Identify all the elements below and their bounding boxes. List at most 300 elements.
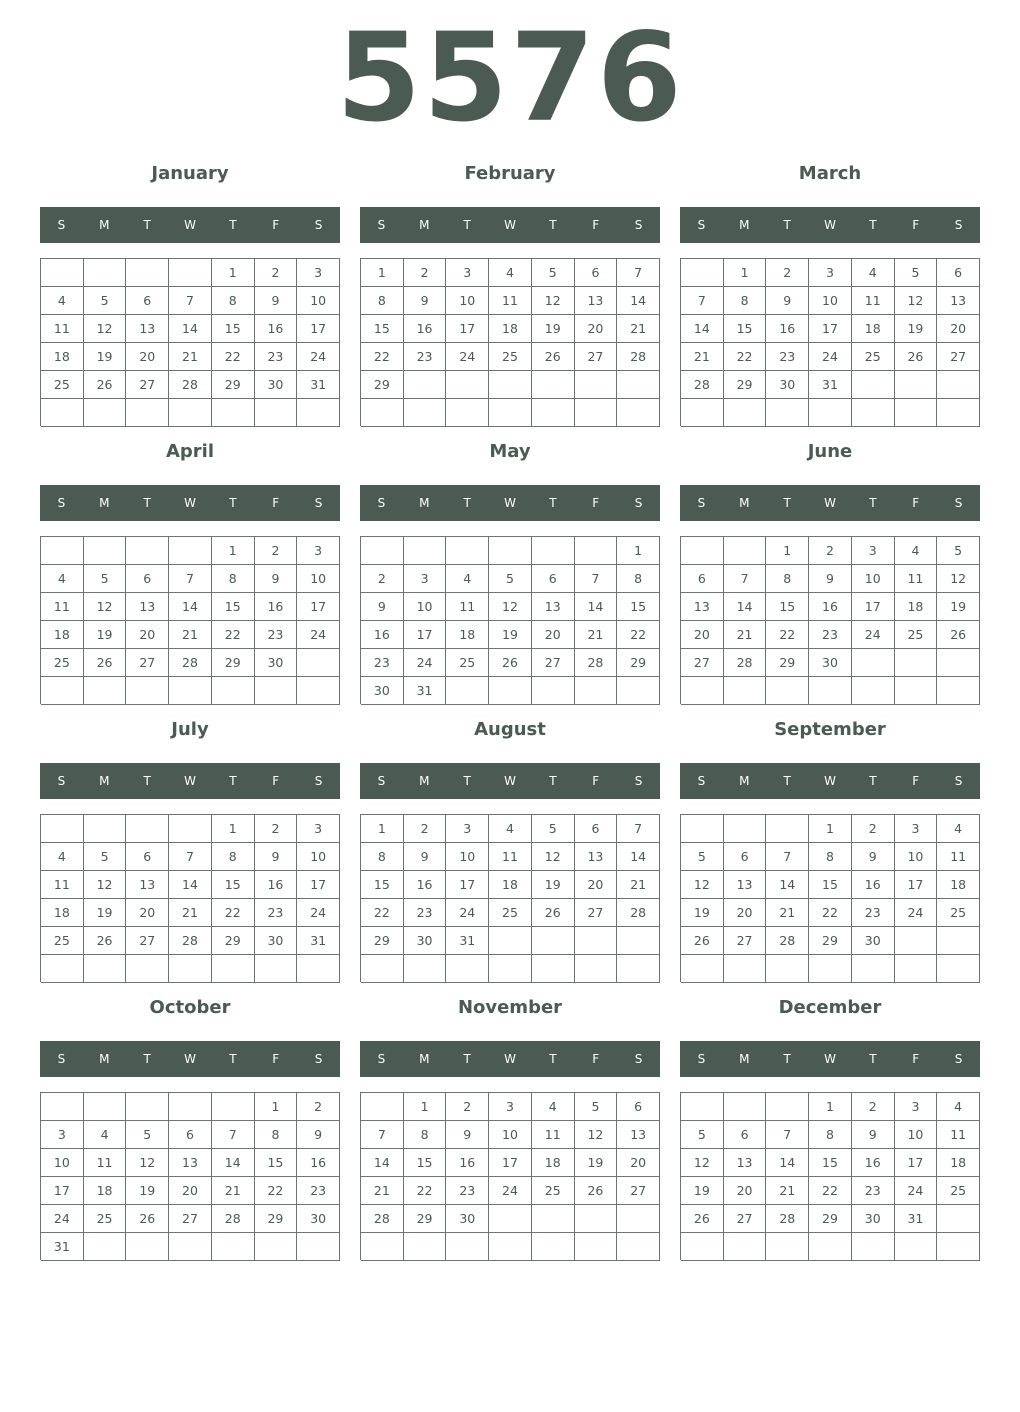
weekday-label: S [954, 218, 963, 232]
weekday-label: T [869, 1052, 877, 1066]
day-cell: 7 [212, 1121, 255, 1149]
day-cell: 15 [212, 315, 255, 343]
day-cell [212, 677, 255, 705]
day-grid [680, 258, 980, 426]
day-grid [360, 1092, 660, 1260]
day-cell: 14 [169, 871, 212, 899]
day-cell: 14 [766, 1149, 809, 1177]
weekday-label: M [739, 496, 750, 510]
day-cell [575, 399, 618, 427]
weekday-label: F [272, 774, 280, 788]
weekday-label: S [377, 496, 386, 510]
day-cell: 3 [297, 815, 340, 843]
day-cell: 21 [681, 343, 724, 371]
day-cell [489, 399, 532, 427]
day-cell: 22 [361, 343, 404, 371]
weekday-label: M [739, 774, 750, 788]
day-cell: 4 [446, 565, 489, 593]
weekday-label: M [419, 1052, 430, 1066]
day-cell: 2 [361, 565, 404, 593]
day-cell [84, 537, 127, 565]
day-cell: 13 [937, 287, 980, 315]
day-cell [41, 537, 84, 565]
weekday-label: S [377, 1052, 386, 1066]
day-cell [126, 399, 169, 427]
weekday-header [40, 1041, 340, 1077]
day-cell: 7 [617, 815, 660, 843]
day-cell [809, 1233, 852, 1261]
day-cell: 5 [681, 843, 724, 871]
weekday-header [40, 763, 340, 799]
day-cell [937, 927, 980, 955]
day-cell: 10 [404, 593, 447, 621]
day-cell [681, 955, 724, 983]
day-cell [575, 677, 618, 705]
day-cell [169, 815, 212, 843]
day-cell: 16 [809, 593, 852, 621]
weekday-label: S [57, 774, 66, 788]
day-cell [41, 399, 84, 427]
weekday-label: T [463, 218, 471, 232]
weekday-label: S [314, 496, 323, 510]
day-cell: 11 [895, 565, 938, 593]
weekday-label: M [99, 218, 110, 232]
day-cell: 8 [255, 1121, 298, 1149]
day-cell: 6 [126, 565, 169, 593]
weekday-label: M [99, 496, 110, 510]
day-cell: 27 [937, 343, 980, 371]
weekday-label: S [377, 218, 386, 232]
day-cell: 30 [361, 677, 404, 705]
day-cell: 1 [404, 1093, 447, 1121]
day-cell: 1 [617, 537, 660, 565]
day-cell: 12 [575, 1121, 618, 1149]
month-title: August [474, 719, 546, 740]
day-cell: 10 [297, 287, 340, 315]
day-cell: 8 [212, 843, 255, 871]
day-cell: 12 [489, 593, 532, 621]
day-cell: 2 [852, 815, 895, 843]
day-cell: 24 [489, 1177, 532, 1205]
day-cell: 28 [361, 1205, 404, 1233]
day-cell [532, 399, 575, 427]
day-cell: 22 [212, 343, 255, 371]
day-cell [724, 1233, 767, 1261]
day-cell: 15 [809, 1149, 852, 1177]
day-cell [169, 1233, 212, 1261]
day-cell: 2 [766, 259, 809, 287]
day-cell [446, 955, 489, 983]
day-cell: 16 [255, 871, 298, 899]
day-cell [809, 955, 852, 983]
day-cell [766, 815, 809, 843]
day-cell: 26 [681, 1205, 724, 1233]
weekday-label: F [592, 218, 600, 232]
weekday-label: W [184, 496, 196, 510]
day-cell [937, 371, 980, 399]
day-cell [895, 927, 938, 955]
day-cell [404, 371, 447, 399]
day-cell: 31 [41, 1233, 84, 1261]
day-cell: 14 [724, 593, 767, 621]
day-cell [489, 371, 532, 399]
weekday-label: S [697, 774, 706, 788]
weekday-label: T [549, 218, 557, 232]
weekday-label: S [954, 496, 963, 510]
day-cell: 1 [361, 815, 404, 843]
day-cell: 24 [895, 899, 938, 927]
day-cell: 10 [895, 843, 938, 871]
day-cell [212, 955, 255, 983]
day-cell: 25 [489, 899, 532, 927]
day-cell [126, 815, 169, 843]
day-cell: 26 [681, 927, 724, 955]
day-cell: 27 [532, 649, 575, 677]
day-cell [255, 1233, 298, 1261]
day-cell: 25 [84, 1205, 127, 1233]
day-cell: 12 [126, 1149, 169, 1177]
day-cell: 24 [446, 899, 489, 927]
day-cell [766, 1233, 809, 1261]
day-cell [724, 1093, 767, 1121]
day-cell: 11 [446, 593, 489, 621]
weekday-label: W [504, 496, 516, 510]
day-cell [681, 1233, 724, 1261]
day-cell: 11 [937, 843, 980, 871]
day-cell: 15 [212, 593, 255, 621]
day-cell: 31 [404, 677, 447, 705]
day-cell: 10 [489, 1121, 532, 1149]
weekday-label: F [592, 774, 600, 788]
day-cell: 4 [489, 815, 532, 843]
day-cell: 20 [532, 621, 575, 649]
day-cell: 9 [766, 287, 809, 315]
day-cell: 7 [766, 843, 809, 871]
weekday-label: T [869, 218, 877, 232]
day-cell: 22 [766, 621, 809, 649]
day-cell: 5 [575, 1093, 618, 1121]
day-cell: 30 [446, 1205, 489, 1233]
day-cell: 1 [212, 537, 255, 565]
day-cell: 10 [297, 565, 340, 593]
day-cell [169, 1093, 212, 1121]
weekday-label: S [57, 1052, 66, 1066]
day-cell [617, 371, 660, 399]
day-cell: 29 [404, 1205, 447, 1233]
day-cell: 16 [297, 1149, 340, 1177]
day-cell: 6 [681, 565, 724, 593]
day-cell [617, 677, 660, 705]
day-cell [212, 1093, 255, 1121]
weekday-label: T [143, 1052, 151, 1066]
day-cell: 3 [297, 537, 340, 565]
weekday-label: T [869, 774, 877, 788]
day-cell [446, 537, 489, 565]
day-cell [297, 955, 340, 983]
weekday-label: F [592, 1052, 600, 1066]
day-cell [895, 677, 938, 705]
weekday-header [360, 207, 660, 243]
day-cell: 25 [852, 343, 895, 371]
day-cell [84, 259, 127, 287]
day-cell: 3 [852, 537, 895, 565]
day-cell [681, 815, 724, 843]
day-cell: 11 [937, 1121, 980, 1149]
weekday-label: S [314, 1052, 323, 1066]
day-cell: 15 [361, 315, 404, 343]
weekday-header [680, 1041, 980, 1077]
day-cell: 25 [41, 649, 84, 677]
day-cell: 9 [809, 565, 852, 593]
day-cell: 29 [212, 371, 255, 399]
day-cell: 23 [361, 649, 404, 677]
day-cell [361, 399, 404, 427]
day-cell: 7 [681, 287, 724, 315]
day-cell [41, 1093, 84, 1121]
weekday-label: S [314, 218, 323, 232]
day-cell [255, 677, 298, 705]
day-cell: 17 [297, 593, 340, 621]
day-cell: 3 [297, 259, 340, 287]
day-cell [84, 955, 127, 983]
day-cell [169, 399, 212, 427]
day-cell: 16 [852, 1149, 895, 1177]
day-cell: 5 [84, 843, 127, 871]
weekday-label: W [504, 218, 516, 232]
day-cell: 20 [169, 1177, 212, 1205]
day-cell: 12 [84, 315, 127, 343]
day-cell: 21 [169, 899, 212, 927]
day-cell: 15 [255, 1149, 298, 1177]
day-cell: 8 [361, 843, 404, 871]
day-cell: 10 [852, 565, 895, 593]
day-cell [852, 1233, 895, 1261]
day-cell: 11 [41, 871, 84, 899]
day-cell [895, 649, 938, 677]
day-cell: 21 [766, 1177, 809, 1205]
day-cell: 29 [361, 371, 404, 399]
weekday-label: F [912, 496, 920, 510]
day-cell: 13 [532, 593, 575, 621]
day-cell: 2 [404, 259, 447, 287]
weekday-label: M [99, 1052, 110, 1066]
day-cell: 25 [937, 1177, 980, 1205]
day-cell [895, 1233, 938, 1261]
day-cell [617, 1233, 660, 1261]
day-cell: 23 [404, 343, 447, 371]
day-cell: 9 [255, 565, 298, 593]
day-cell: 22 [724, 343, 767, 371]
day-cell: 16 [766, 315, 809, 343]
weekday-label: S [57, 496, 66, 510]
day-cell: 11 [532, 1121, 575, 1149]
day-cell: 4 [41, 843, 84, 871]
day-cell: 13 [681, 593, 724, 621]
weekday-label: T [143, 218, 151, 232]
day-cell: 21 [724, 621, 767, 649]
weekday-label: S [634, 218, 643, 232]
day-cell: 28 [681, 371, 724, 399]
day-cell: 26 [489, 649, 532, 677]
day-cell [446, 677, 489, 705]
day-cell: 24 [404, 649, 447, 677]
day-cell: 7 [724, 565, 767, 593]
day-cell: 3 [41, 1121, 84, 1149]
weekday-label: W [184, 774, 196, 788]
day-cell [255, 399, 298, 427]
day-cell: 30 [809, 649, 852, 677]
day-grid [40, 814, 340, 982]
day-cell: 16 [404, 871, 447, 899]
weekday-label: T [463, 774, 471, 788]
weekday-label: M [419, 218, 430, 232]
day-cell: 24 [41, 1205, 84, 1233]
weekday-label: F [912, 1052, 920, 1066]
day-cell: 14 [361, 1149, 404, 1177]
day-cell [126, 677, 169, 705]
day-cell: 12 [895, 287, 938, 315]
day-cell: 16 [404, 315, 447, 343]
day-cell: 17 [852, 593, 895, 621]
day-cell: 20 [724, 1177, 767, 1205]
day-cell [169, 677, 212, 705]
day-cell: 25 [489, 343, 532, 371]
day-cell: 2 [255, 537, 298, 565]
day-cell: 15 [212, 871, 255, 899]
day-cell [724, 955, 767, 983]
day-cell: 29 [361, 927, 404, 955]
month-title: July [171, 719, 209, 740]
day-cell [361, 1233, 404, 1261]
month-title: October [149, 997, 231, 1018]
day-cell: 17 [895, 1149, 938, 1177]
day-cell: 11 [489, 843, 532, 871]
day-cell: 28 [617, 343, 660, 371]
day-cell: 27 [724, 927, 767, 955]
day-cell: 18 [41, 621, 84, 649]
day-cell: 26 [84, 649, 127, 677]
day-cell: 1 [809, 1093, 852, 1121]
weekday-label: W [504, 774, 516, 788]
day-cell: 28 [766, 1205, 809, 1233]
day-cell: 28 [169, 927, 212, 955]
day-cell: 31 [297, 927, 340, 955]
day-cell [724, 537, 767, 565]
day-cell [895, 399, 938, 427]
weekday-label: F [272, 218, 280, 232]
day-cell [404, 537, 447, 565]
day-cell: 27 [681, 649, 724, 677]
day-cell: 9 [852, 843, 895, 871]
day-cell: 5 [532, 259, 575, 287]
day-cell: 29 [724, 371, 767, 399]
day-cell: 1 [809, 815, 852, 843]
day-cell: 11 [84, 1149, 127, 1177]
day-cell: 23 [852, 899, 895, 927]
day-cell [937, 1233, 980, 1261]
weekday-label: W [824, 774, 836, 788]
day-cell: 30 [255, 649, 298, 677]
day-cell [532, 955, 575, 983]
day-cell [937, 399, 980, 427]
day-cell: 24 [297, 343, 340, 371]
day-cell [169, 955, 212, 983]
day-grid [360, 258, 660, 426]
month-title: September [774, 719, 886, 740]
weekday-label: S [634, 774, 643, 788]
weekday-label: T [229, 496, 237, 510]
weekday-label: S [634, 496, 643, 510]
weekday-label: W [184, 1052, 196, 1066]
weekday-label: M [739, 218, 750, 232]
day-cell [489, 1205, 532, 1233]
day-cell [41, 259, 84, 287]
day-cell: 30 [852, 927, 895, 955]
day-cell: 3 [446, 259, 489, 287]
month-title: November [457, 997, 563, 1018]
day-cell: 6 [724, 843, 767, 871]
day-cell: 25 [41, 927, 84, 955]
day-cell [575, 537, 618, 565]
day-cell: 4 [489, 259, 532, 287]
weekday-header [360, 1041, 660, 1077]
day-cell: 15 [766, 593, 809, 621]
day-cell: 7 [575, 565, 618, 593]
day-cell [297, 649, 340, 677]
day-cell: 17 [809, 315, 852, 343]
day-cell [297, 399, 340, 427]
day-cell: 23 [404, 899, 447, 927]
day-cell: 2 [809, 537, 852, 565]
day-cell: 18 [41, 343, 84, 371]
day-cell: 26 [84, 927, 127, 955]
day-cell: 8 [724, 287, 767, 315]
day-cell: 18 [84, 1177, 127, 1205]
weekday-label: T [783, 496, 791, 510]
weekday-label: T [463, 496, 471, 510]
day-cell [681, 537, 724, 565]
day-grid [680, 814, 980, 982]
day-cell: 8 [809, 843, 852, 871]
day-cell: 16 [255, 593, 298, 621]
day-cell: 16 [255, 315, 298, 343]
day-cell: 30 [255, 371, 298, 399]
day-cell: 10 [809, 287, 852, 315]
weekday-label: F [592, 496, 600, 510]
day-grid [360, 814, 660, 982]
day-cell: 19 [895, 315, 938, 343]
day-cell: 7 [617, 259, 660, 287]
day-cell: 15 [617, 593, 660, 621]
day-cell: 22 [809, 1177, 852, 1205]
month-title: February [464, 163, 556, 184]
weekday-header [680, 485, 980, 521]
day-cell: 17 [446, 315, 489, 343]
day-cell: 13 [126, 315, 169, 343]
day-cell: 20 [126, 621, 169, 649]
day-cell [361, 1093, 404, 1121]
weekday-label: M [419, 496, 430, 510]
weekday-label: T [143, 496, 151, 510]
day-cell: 17 [446, 871, 489, 899]
day-cell: 5 [937, 537, 980, 565]
day-cell: 24 [809, 343, 852, 371]
day-cell: 29 [255, 1205, 298, 1233]
day-cell: 7 [766, 1121, 809, 1149]
day-cell: 18 [852, 315, 895, 343]
day-cell: 5 [532, 815, 575, 843]
day-cell [297, 1233, 340, 1261]
